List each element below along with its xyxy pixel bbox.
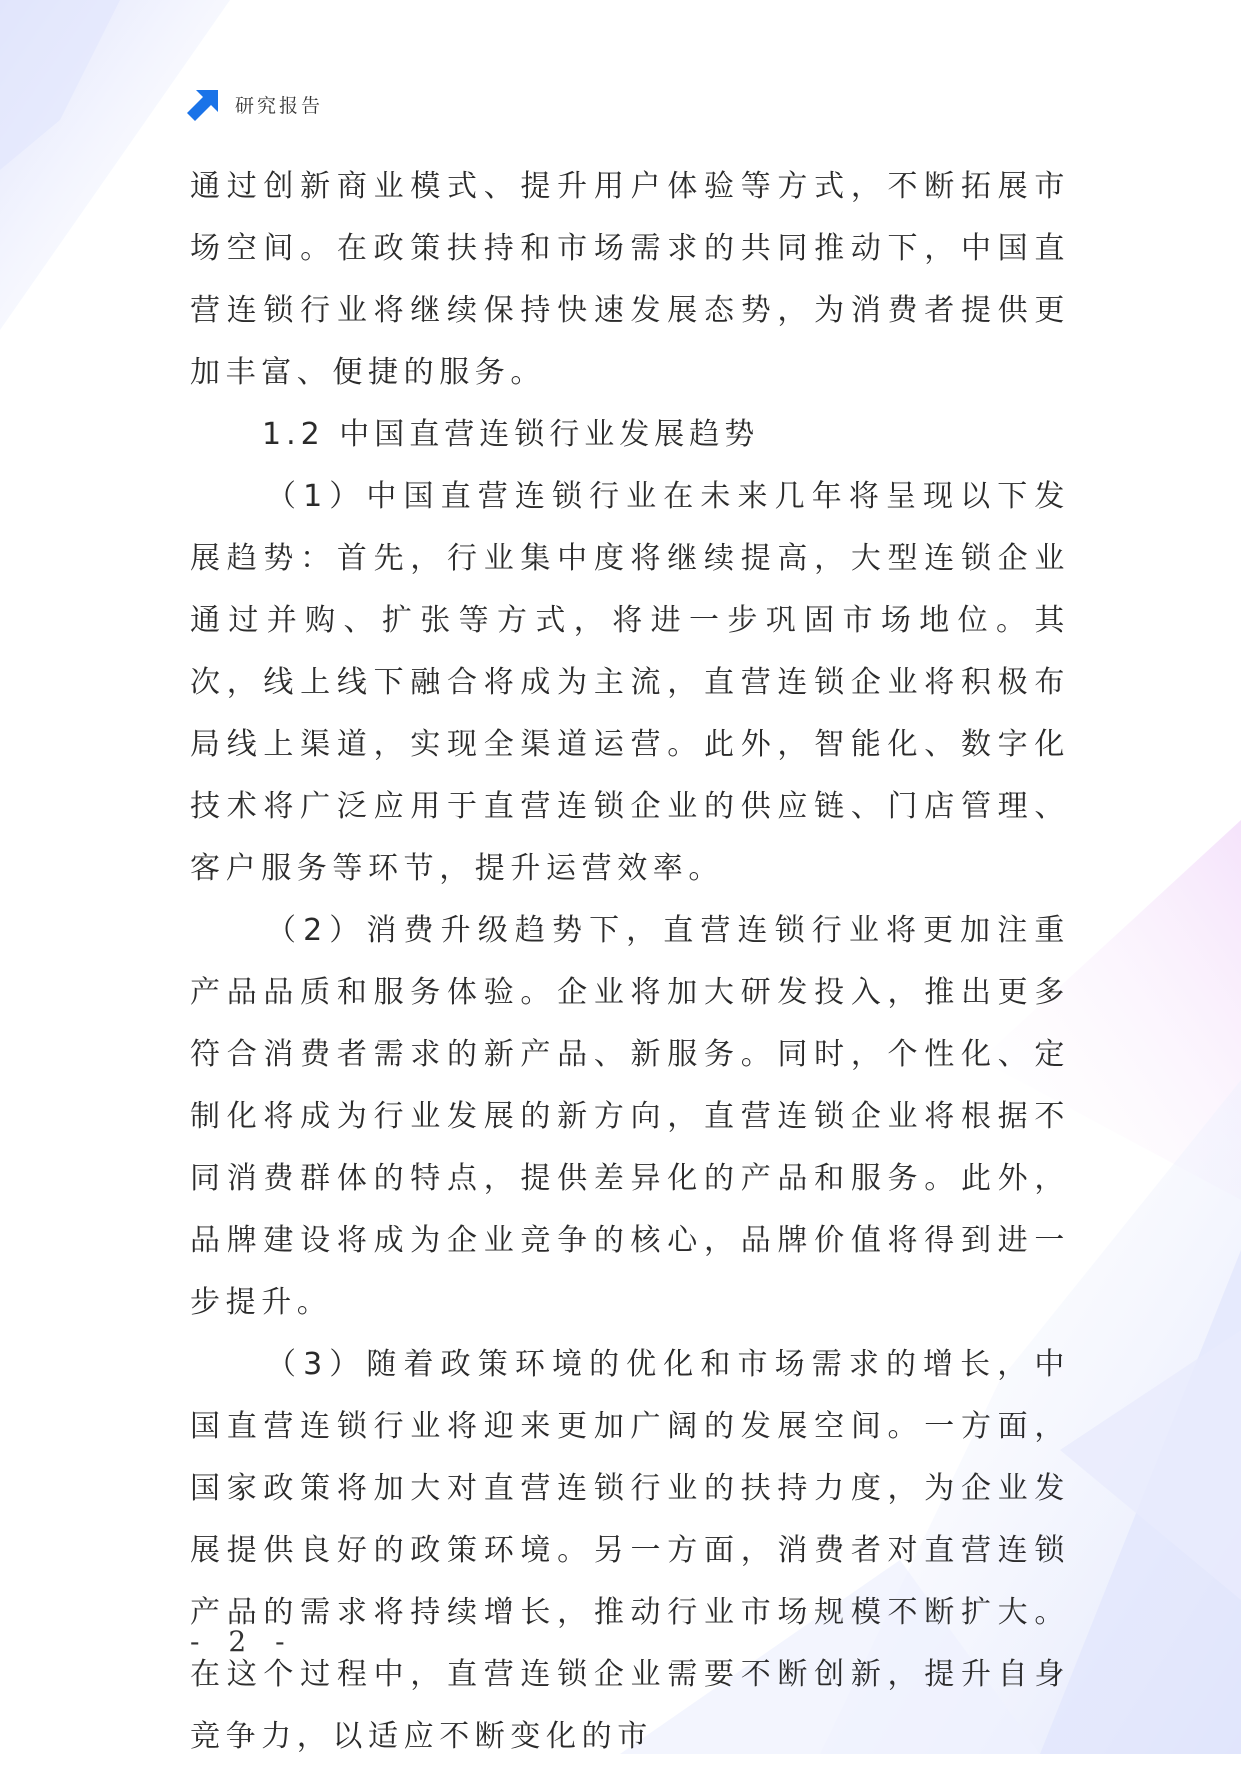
report-header bbox=[187, 86, 323, 122]
section-heading: 1.2 中国直营连锁行业发展趋势 bbox=[262, 417, 760, 452]
paragraph-2: （2）消费升级趋势下，直营连锁行业将更加注重产品品质和服务体验。企业将加大研发投入，推出更多符合消费者需求的新产品、新服务。同时，个性化、定制化将成为行业发展的新方向，直营连锁企业将根据不同消费群体的特点，提供差异化的产品和服务。此外，品牌建设将成为企业竞争的核心，品牌价值将得到进一步提升。 bbox=[190, 913, 1070, 1320]
arrow-up-right-icon bbox=[187, 87, 221, 121]
paragraph-1: （1）中国直营连锁行业在未来几年将呈现以下发展趋势：首先，行业集中度将继续提高，大型连锁企业通过并购、扩张等方式，将进一步巩固市场地位。其次，线上线下融合将成为主流，直营连锁企业将积极布局线上渠道，实现全渠道运营。此外，智能化、数字化技术将广泛应用于直营连锁企业的供应链、门店管理、客户服务等环节，提升运营效率。 bbox=[190, 479, 1070, 886]
document-body bbox=[190, 156, 1070, 1768]
header-title: 研究报告 bbox=[235, 94, 324, 117]
paragraph-continuation: 通过创新商业模式、提升用户体验等方式，不断拓展市场空间。在政策扶持和市场需求的共同推动下，中国直营连锁行业将继续保持快速发展态势，为消费者提供更加丰富、便捷的服务。 bbox=[190, 169, 1070, 390]
paragraph-3: （3）随着政策环境的优化和市场需求的增长，中国直营连锁行业将迎来更加广阔的发展空间。一方面，国家政策将加大对直营连锁行业的扶持力度，为企业发展提供良好的政策环境。另一方面，消费者对直营连锁产品的需求将持续增长，推动行业市场规模不断扩大。在这个过程中，直营连锁企业需要不断创新，提升自身竞争力，以适应不断变化的市 bbox=[190, 1347, 1070, 1754]
page-number: - 2 - bbox=[190, 1625, 295, 1658]
